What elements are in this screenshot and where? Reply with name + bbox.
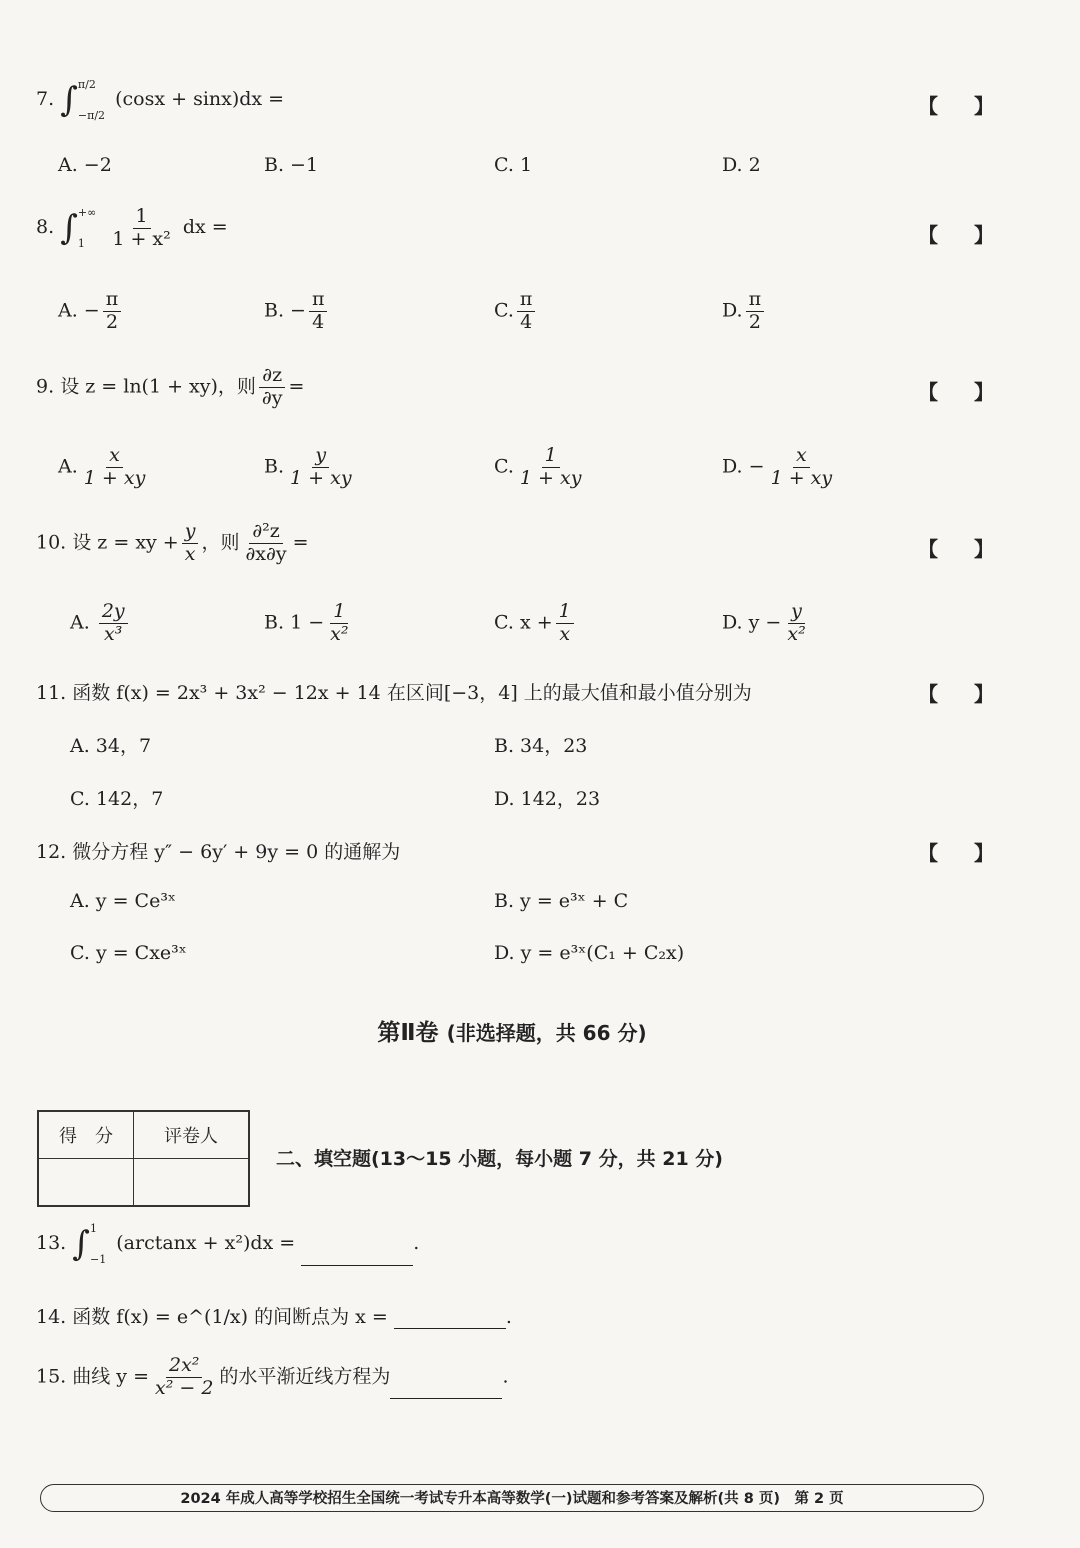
option-10d: D. y − $\frac{y}{\text{x²}}$ [722,600,806,645]
option-11a: A. 34，7 [70,735,152,757]
score-cell [38,1159,134,1207]
integral-sign: ∫ 1 −1 [72,1222,107,1266]
option-8b: B. − $\frac{\pi}{4}$ [264,290,330,333]
option-8d: D. $\frac{\pi}{2}$ [722,290,767,333]
option-12d: D. y = e³ˣ(C₁ + C₂x) [494,942,685,964]
option-9d: D. − $\frac{x}{1 + xy}$ [722,444,833,489]
question-14: 14. 函数 f(x) = e^(1/x) 的间断点为 x = . [36,1306,512,1328]
option-7d: D. 2 [722,154,761,176]
option-10a: A. $\frac{2y}{\text{x³}}$ [70,602,131,645]
section-title: 第Ⅱ卷 (非选择题，共 66 分) [377,1020,647,1046]
option-8a: A. − $\frac{\pi}{2}$ [58,290,124,333]
answer-blank-15[interactable] [390,1376,502,1399]
question-13: 13. ∫ 1 −1 (arctanx + x²)dx = . [36,1222,420,1266]
option-7c: C. 1 [494,154,533,176]
option-9b: B. $\frac{y}{1 + xy}$ [264,444,352,489]
question-12: 12. 微分方程 y″ − 6y′ + 9y = 0 的通解为 [36,841,401,863]
option-11c: C. 142，7 [70,788,164,810]
score-table [37,1110,250,1207]
question-15: 15. 曲线 y = $\frac{\text{2x²}}{\text{x² − 2}}$ 的水平渐近线方程为 . [36,1354,509,1399]
question-10: 10. 设 z = xy + $\frac{y}{x}$ ，则 $\frac{\text{∂²z}}{\partial x\partial y}$ = [36,520,309,565]
option-12c: C. y = Cxe³ˣ [70,942,187,964]
option-11b: B. 34，23 [494,735,588,757]
question-9: 9. 设 z = ln(1 + xy)，则 $\frac{\partial z}{\partial y}$ = [36,364,305,409]
answer-blank-13[interactable] [301,1243,413,1266]
answer-bracket-8: 【 】 [918,223,994,247]
option-12b: B. y = e³ˣ + C [494,890,629,912]
option-10b: B. 1 − $\frac{1}{\text{x²}}$ [264,600,349,645]
page-footer: 2024 年成人高等学校招生全国统一考试专升本高等数学(一)试题和参考答案及解析(共 8 页) 第 2 页 [40,1484,984,1512]
option-12a: A. y = Ce³ˣ [70,890,176,912]
answer-bracket-7: 【 】 [918,94,994,118]
question-8: 8. ∫ +∞ 1 $\frac{1}{\text{1 + x²}}$ dx = [36,204,228,250]
question-11: 11. 函数 f(x) = 2x³ + 3x² − 12x + 14 在区间[−3，4] 上的最大值和最小值分别为 [36,682,752,704]
option-7a: A. −2 [58,154,112,176]
option-9a: A. $\frac{x}{1 + xy}$ [58,444,146,489]
question-7: 7. ∫ π/2 −π/2 (cosx + sinx)dx = [36,78,285,122]
option-8c: C. $\frac{\pi}{4}$ [494,290,538,333]
answer-blank-14[interactable] [394,1306,506,1329]
option-9c: C. $\frac{1}{1 + xy}$ [494,444,582,489]
option-10c: C. x + $\frac{1}{x}$ [494,602,577,645]
grader-header: 评卷人 [134,1111,250,1159]
answer-bracket-11: 【 】 [918,682,994,706]
answer-bracket-9: 【 】 [918,380,994,404]
option-11d: D. 142，23 [494,788,601,810]
answer-bracket-12: 【 】 [918,841,994,865]
option-7b: B. −1 [264,154,319,176]
fill-in-section-title: 二、填空题(13～15 小题，每小题 7 分，共 21 分) [276,1148,723,1170]
integral-sign: ∫ π/2 −π/2 [60,78,106,122]
grader-cell [134,1159,250,1207]
answer-bracket-10: 【 】 [918,537,994,561]
score-header: 得 分 [38,1111,134,1159]
integral-sign: ∫ +∞ 1 [60,206,97,250]
